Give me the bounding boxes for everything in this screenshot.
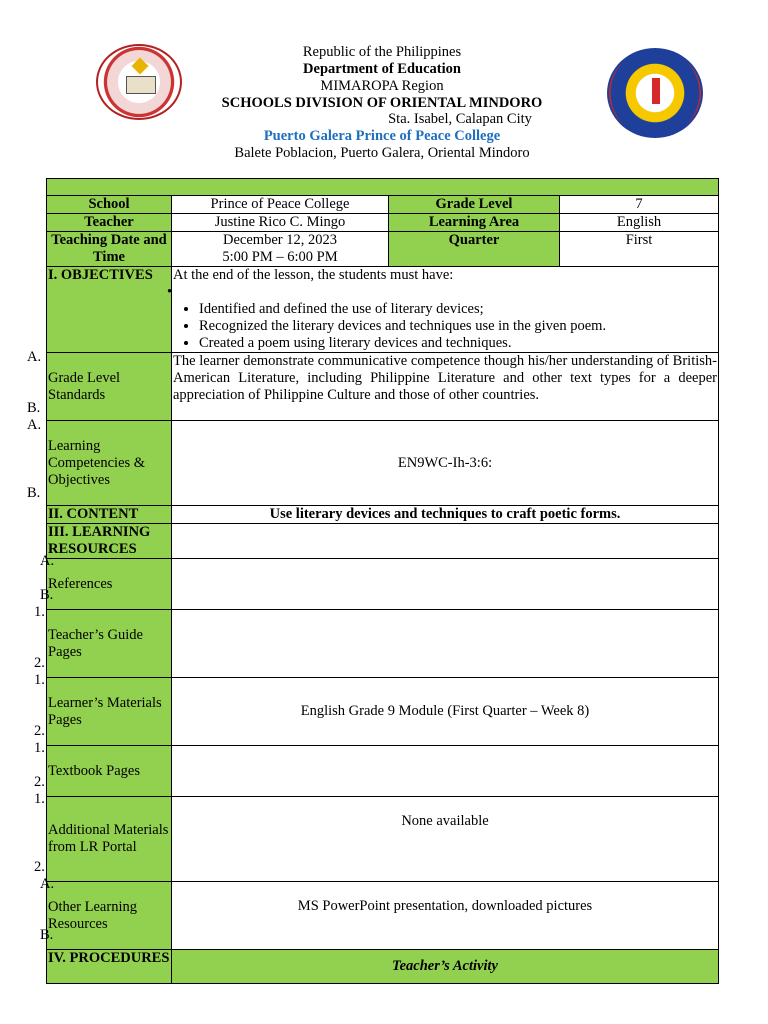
- outline-marker: B.: [27, 485, 41, 501]
- header-school-name: Puerto Galera Prince of Peace College: [263, 128, 501, 144]
- table-row: [47, 232, 719, 267]
- header-division: SCHOOLS DIVISION OF ORIENTAL MINDORO: [221, 95, 543, 111]
- outline-marker: 2.: [34, 774, 45, 790]
- objectives-label: I. OBJECTIVES: [47, 267, 172, 353]
- outline-marker: 1.: [34, 791, 45, 807]
- school-value: Prince of Peace College: [172, 196, 389, 214]
- objective-item: • Recognized the literary devices and techniques use in the given poem.: [199, 318, 717, 335]
- textbook-pages-value: [172, 746, 719, 797]
- additional-materials-row: [47, 797, 719, 882]
- quarter-value: First: [560, 232, 719, 267]
- learning-area-label: Learning Area: [389, 214, 560, 232]
- procedures-row: [47, 950, 719, 984]
- content-value: Use literary devices and techniques to craft poetic forms.: [172, 506, 719, 524]
- header-school-address: Balete Poblacion, Puerto Galera, Oriental Mindoro: [234, 145, 530, 161]
- outline-marker: B.: [40, 927, 54, 943]
- learning-resources-value: [172, 524, 719, 559]
- top-band-cell: [47, 179, 719, 196]
- objectives-intro: At the end of the lesson, the students must have:: [173, 267, 454, 283]
- teacher-label: Teacher: [47, 214, 172, 232]
- teachers-guide-row: [47, 610, 719, 678]
- learners-materials-value: English Grade 9 Module (First Quarter – Week 8): [172, 678, 719, 746]
- outline-marker: 1.: [34, 672, 45, 688]
- learners-materials-label: Learner’s Materials Pages: [47, 678, 172, 746]
- header-region: MIMAROPA Region: [320, 78, 444, 94]
- grade-level-value: 7: [560, 196, 719, 214]
- header-division-address: Sta. Isabel, Calapan City: [388, 111, 532, 127]
- content-row: [47, 506, 719, 524]
- learning-area-value: English: [560, 214, 719, 232]
- additional-materials-label: Additional Materials from LR Portal: [47, 797, 172, 882]
- learning-competencies-value: EN9WC-Ih-3:6:: [172, 421, 719, 506]
- references-label: References: [47, 559, 172, 610]
- objective-item: • Identified and defined the use of literary devices;: [199, 301, 717, 318]
- standards-row: [47, 353, 719, 421]
- other-resources-row: [47, 882, 719, 950]
- learners-materials-row: [47, 678, 719, 746]
- grade-level-label: Grade Level: [389, 196, 560, 214]
- procedures-label: IV. PROCEDURES: [47, 950, 172, 984]
- objectives-cell: [167, 267, 719, 353]
- table-top-band: [47, 179, 719, 196]
- learning-resources-label: III. LEARNING RESOURCES: [47, 524, 172, 559]
- teaching-date-cell: [172, 232, 389, 267]
- objectives-list: [173, 301, 717, 352]
- empty-bullet: •: [167, 284, 173, 300]
- grade-level-standards-text: The learner demonstrate communicative competence though his/her understanding of British-American Literature, including Philippine Literature and other text types for a deeper appreciation of Philippine Culture and those of other countries.: [172, 353, 719, 421]
- outline-marker: 1.: [34, 604, 45, 620]
- textbook-pages-label: Textbook Pages: [47, 746, 172, 797]
- teaching-date-value: December 12, 2023: [223, 232, 337, 248]
- references-value: [172, 559, 719, 610]
- teachers-guide-label: Teacher’s Guide Pages: [47, 610, 172, 678]
- outline-marker: 2.: [34, 655, 45, 671]
- table-row: [47, 214, 719, 232]
- outline-marker: A.: [27, 417, 42, 433]
- outline-marker: 1.: [34, 740, 45, 756]
- header-department: Department of Education: [303, 61, 461, 77]
- outline-marker: B.: [27, 400, 41, 416]
- objective-item: • Created a poem using literary devices and techniques.: [199, 335, 717, 352]
- outline-marker: A.: [40, 553, 55, 569]
- outline-marker: 2.: [34, 859, 45, 875]
- competencies-row: [47, 421, 719, 506]
- objectives-row: [47, 267, 719, 353]
- teacher-value: Justine Rico C. Mingo: [172, 214, 389, 232]
- outline-marker: A.: [27, 349, 42, 365]
- outline-marker: 2.: [34, 723, 45, 739]
- content-label: II. CONTENT: [47, 506, 172, 524]
- outline-marker: A.: [40, 876, 55, 892]
- resources-row: [47, 524, 719, 559]
- teachers-activity-header: Teacher’s Activity: [172, 950, 719, 984]
- other-resources-value: MS PowerPoint presentation, downloaded pictures: [172, 882, 719, 950]
- lesson-plan-table: [46, 178, 719, 984]
- star-icon: [132, 58, 149, 75]
- table-row: [47, 196, 719, 214]
- quarter-label: Quarter: [389, 232, 560, 267]
- other-resources-label: Other Learning Resources: [47, 882, 172, 950]
- torch-icon: [652, 78, 660, 104]
- grade-level-standards-label: Grade Level Standards: [47, 353, 172, 421]
- teachers-guide-value: [172, 610, 719, 678]
- teaching-date-label: Teaching Date and Time: [47, 232, 172, 267]
- textbook-row: [47, 746, 719, 797]
- header-republic: Republic of the Philippines: [302, 44, 462, 60]
- references-row: [47, 559, 719, 610]
- learning-competencies-label: Learning Competencies & Objectives: [47, 421, 172, 506]
- school-label: School: [47, 196, 172, 214]
- additional-materials-value: None available: [172, 797, 719, 882]
- teaching-time-value: 5:00 PM – 6:00 PM: [222, 249, 338, 265]
- outline-marker: B.: [40, 587, 54, 603]
